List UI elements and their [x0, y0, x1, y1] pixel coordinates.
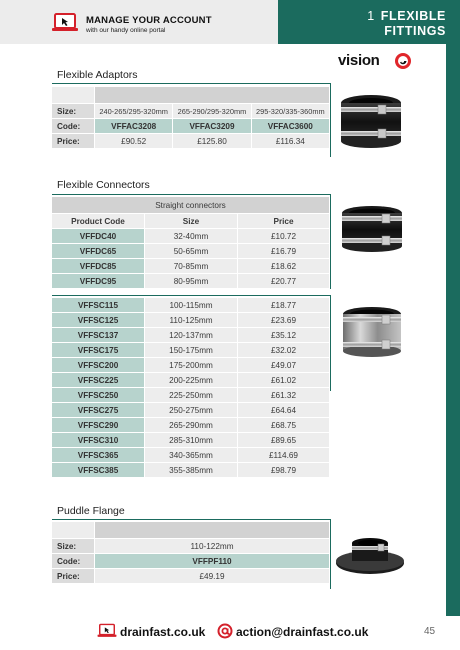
price-cell: £18.77 — [238, 298, 329, 312]
size-cell: 110-125mm — [145, 313, 237, 327]
price-cell: £20.77 — [238, 274, 329, 288]
size-cell: 295-320/335-360mm — [252, 104, 329, 118]
size-cell: 240-265/295-320mm — [95, 104, 172, 118]
price-cell: £68.75 — [238, 418, 329, 432]
size-cell: 200-225mm — [145, 373, 237, 387]
section-title-line-2: FITTINGS — [384, 24, 446, 38]
price-label: Price: — [52, 569, 94, 583]
size-cell: 225-250mm — [145, 388, 237, 402]
table-row — [52, 119, 329, 133]
adaptors-rule-right — [330, 83, 331, 157]
table-row — [52, 373, 329, 387]
table-row — [52, 388, 329, 402]
table-row — [52, 313, 329, 327]
connectors-table-dc — [51, 196, 330, 289]
laptop-cursor-icon — [52, 12, 78, 34]
table-row — [52, 539, 329, 553]
code-cell: VFFSC225 — [52, 373, 144, 387]
table-row — [52, 104, 329, 118]
straight-connector-image — [340, 204, 404, 254]
vision-logo — [338, 50, 418, 74]
code-cell: VFFSC125 — [52, 313, 144, 327]
connectors-sc-rule — [52, 295, 330, 296]
section-title-line-1: FLEXIBLE — [380, 9, 446, 23]
size-cell: 100-115mm — [145, 298, 237, 312]
code-label: Code: — [52, 554, 94, 568]
puddle-title: Puddle Flange — [57, 505, 125, 517]
table-row — [52, 244, 329, 258]
price-cell: £32.02 — [238, 343, 329, 357]
account-title: MANAGE YOUR ACCOUNT — [86, 15, 212, 26]
footer-email[interactable]: action@drainfast.co.uk — [236, 625, 369, 639]
code-cell: VFFSC137 — [52, 328, 144, 342]
table-row — [52, 463, 329, 477]
size-cell: 285-310mm — [145, 433, 237, 447]
flexible-adaptor-image — [338, 93, 404, 149]
size-cell: 70-85mm — [145, 259, 237, 273]
connectors-sc-rule-right — [330, 295, 331, 391]
size-cell: 32-40mm — [145, 229, 237, 243]
page-number: 45 — [424, 626, 436, 637]
code-cell: VFFPF110 — [95, 554, 329, 568]
code-label: Code: — [52, 119, 94, 133]
puddle-table — [51, 521, 330, 584]
connectors-subtitle: Straight connectors — [52, 197, 329, 213]
code-cell: VFFAC3600 — [252, 119, 329, 133]
price-cell: £16.79 — [238, 244, 329, 258]
price-cell: £49.07 — [238, 358, 329, 372]
connectors-rule — [52, 194, 330, 195]
price-cell: £49.19 — [95, 569, 329, 583]
code-cell: VFFDC95 — [52, 274, 144, 288]
puddle-rule — [52, 519, 330, 520]
code-cell: VFFSC310 — [52, 433, 144, 447]
table-row — [52, 403, 329, 417]
size-cell: 265-290/295-320mm — [173, 104, 250, 118]
price-cell: £61.02 — [238, 373, 329, 387]
size-cell: 250-275mm — [145, 403, 237, 417]
size-cell: 50-65mm — [145, 244, 237, 258]
table-row — [52, 298, 329, 312]
connectors-table-sc — [51, 297, 330, 478]
connectors-rule-right — [330, 194, 331, 289]
size-label: Size: — [52, 539, 94, 553]
price-cell: £64.64 — [238, 403, 329, 417]
price-cell: £61.32 — [238, 388, 329, 402]
table-row — [52, 569, 329, 583]
table-row — [52, 134, 329, 148]
account-subtitle: with our handy online portal — [86, 27, 166, 34]
size-cell: 355-385mm — [145, 463, 237, 477]
code-cell: VFFDC40 — [52, 229, 144, 243]
table-row — [52, 87, 329, 103]
size-cell: 110-122mm — [95, 539, 329, 553]
table-row — [52, 343, 329, 357]
table-row — [52, 418, 329, 432]
size-cell: 175-200mm — [145, 358, 237, 372]
vision-logo-icon — [394, 52, 412, 70]
size-cell: 150-175mm — [145, 343, 237, 357]
footer-website[interactable]: drainfast.co.uk — [120, 625, 206, 639]
adaptors-rule — [52, 83, 330, 84]
code-cell: VFFSC250 — [52, 388, 144, 402]
price-cell: £98.79 — [238, 463, 329, 477]
price-cell: £23.69 — [238, 313, 329, 327]
price-label: Price: — [52, 134, 94, 148]
code-cell: VFFSC115 — [52, 298, 144, 312]
col-header-code: Product Code — [52, 214, 144, 228]
col-header-price: Price — [238, 214, 329, 228]
table-row — [52, 522, 329, 538]
size-cell: 265-290mm — [145, 418, 237, 432]
table-row — [52, 274, 329, 288]
price-cell: £18.62 — [238, 259, 329, 273]
table-row — [52, 214, 329, 228]
col-header-size: Size — [145, 214, 237, 228]
code-cell: VFFSC275 — [52, 403, 144, 417]
laptop-cursor-icon — [97, 623, 117, 639]
table-row — [52, 448, 329, 462]
price-cell: £89.65 — [238, 433, 329, 447]
price-cell: £35.12 — [238, 328, 329, 342]
table-row — [52, 358, 329, 372]
size-cell: 340-365mm — [145, 448, 237, 462]
code-cell: VFFSC290 — [52, 418, 144, 432]
size-label: Size: — [52, 104, 94, 118]
code-cell: VFFSC385 — [52, 463, 144, 477]
table-row — [52, 433, 329, 447]
puddle-rule-right — [330, 519, 331, 589]
puddle-flange-image — [334, 535, 406, 579]
price-cell: £125.80 — [173, 134, 250, 148]
at-sign-icon — [217, 623, 233, 639]
price-cell: £116.34 — [252, 134, 329, 148]
code-cell: VFFSC175 — [52, 343, 144, 357]
section-heading — [367, 9, 446, 23]
brand-name: vision — [338, 52, 380, 69]
side-stripe — [446, 44, 460, 616]
code-cell: VFFAC3209 — [173, 119, 250, 133]
code-cell: VFFDC85 — [52, 259, 144, 273]
code-cell: VFFDC65 — [52, 244, 144, 258]
table-row — [52, 328, 329, 342]
price-cell: £10.72 — [238, 229, 329, 243]
size-cell: 80-95mm — [145, 274, 237, 288]
code-cell: VFFAC3208 — [95, 119, 172, 133]
price-cell: £90.52 — [95, 134, 172, 148]
adaptors-table — [51, 86, 330, 149]
table-row — [52, 197, 329, 213]
table-row — [52, 259, 329, 273]
shielded-connector-image — [340, 305, 404, 359]
price-cell: £114.69 — [238, 448, 329, 462]
code-cell: VFFSC200 — [52, 358, 144, 372]
adaptors-title: Flexible Adaptors — [57, 69, 138, 81]
table-row — [52, 554, 329, 568]
size-cell: 120-137mm — [145, 328, 237, 342]
connectors-title: Flexible Connectors — [57, 179, 150, 191]
table-row — [52, 229, 329, 243]
code-cell: VFFSC365 — [52, 448, 144, 462]
section-number: 1 — [367, 9, 375, 23]
